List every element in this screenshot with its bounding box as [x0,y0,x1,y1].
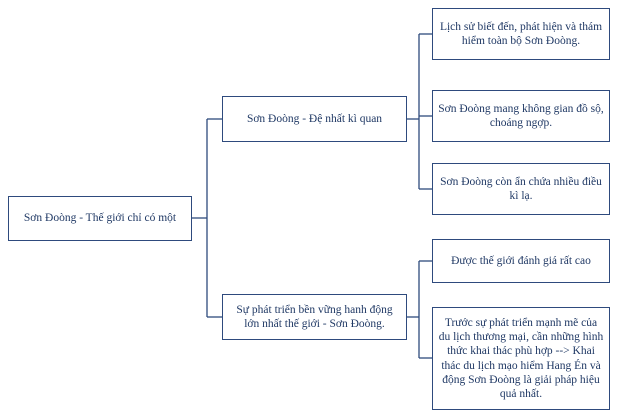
node-branch-2[interactable] [222,294,407,340]
node-leaf-1-3-label: Sơn Đoòng còn ẩn chứa nhiều điều kì lạ. [440,175,602,202]
node-branch-1-label: Sơn Đoòng - Đệ nhất kì quan [246,112,383,125]
node-leaf-1-1[interactable] [432,8,610,60]
node-leaf-2-2[interactable] [432,307,610,410]
node-leaf-2-2-label: Trước sự phát triển mạnh mẽ của du lịch thương mại, cần những hình thức khai thác phù hợp --> Khai thác du lịch mạo hiểm Hang Én và động Sơn Đoòng là giải pháp hiệu quả nhất. [438,317,604,400]
node-leaf-1-1-label: Lịch sử biết đến, phát hiện và thám hiểm toàn bộ Sơn Đoòng. [439,20,603,47]
node-leaf-1-2-label: Sơn Đoòng mang không gian đồ sộ, choáng ngợp. [438,102,604,129]
node-root[interactable] [8,196,192,241]
node-branch-2-label: Sự phát triển bền vững hanh động lớn nhất thế giới - Sơn Đoòng. [236,303,393,330]
node-branch-1[interactable] [222,96,407,142]
node-leaf-2-1-label: Được thế giới đánh giá rất cao [451,254,591,267]
node-leaf-2-1[interactable] [432,239,610,283]
node-leaf-1-2[interactable] [432,90,610,142]
node-leaf-1-3[interactable] [432,163,610,215]
node-root-label: Sơn Đoòng - Thế giới chỉ có một [23,212,177,225]
